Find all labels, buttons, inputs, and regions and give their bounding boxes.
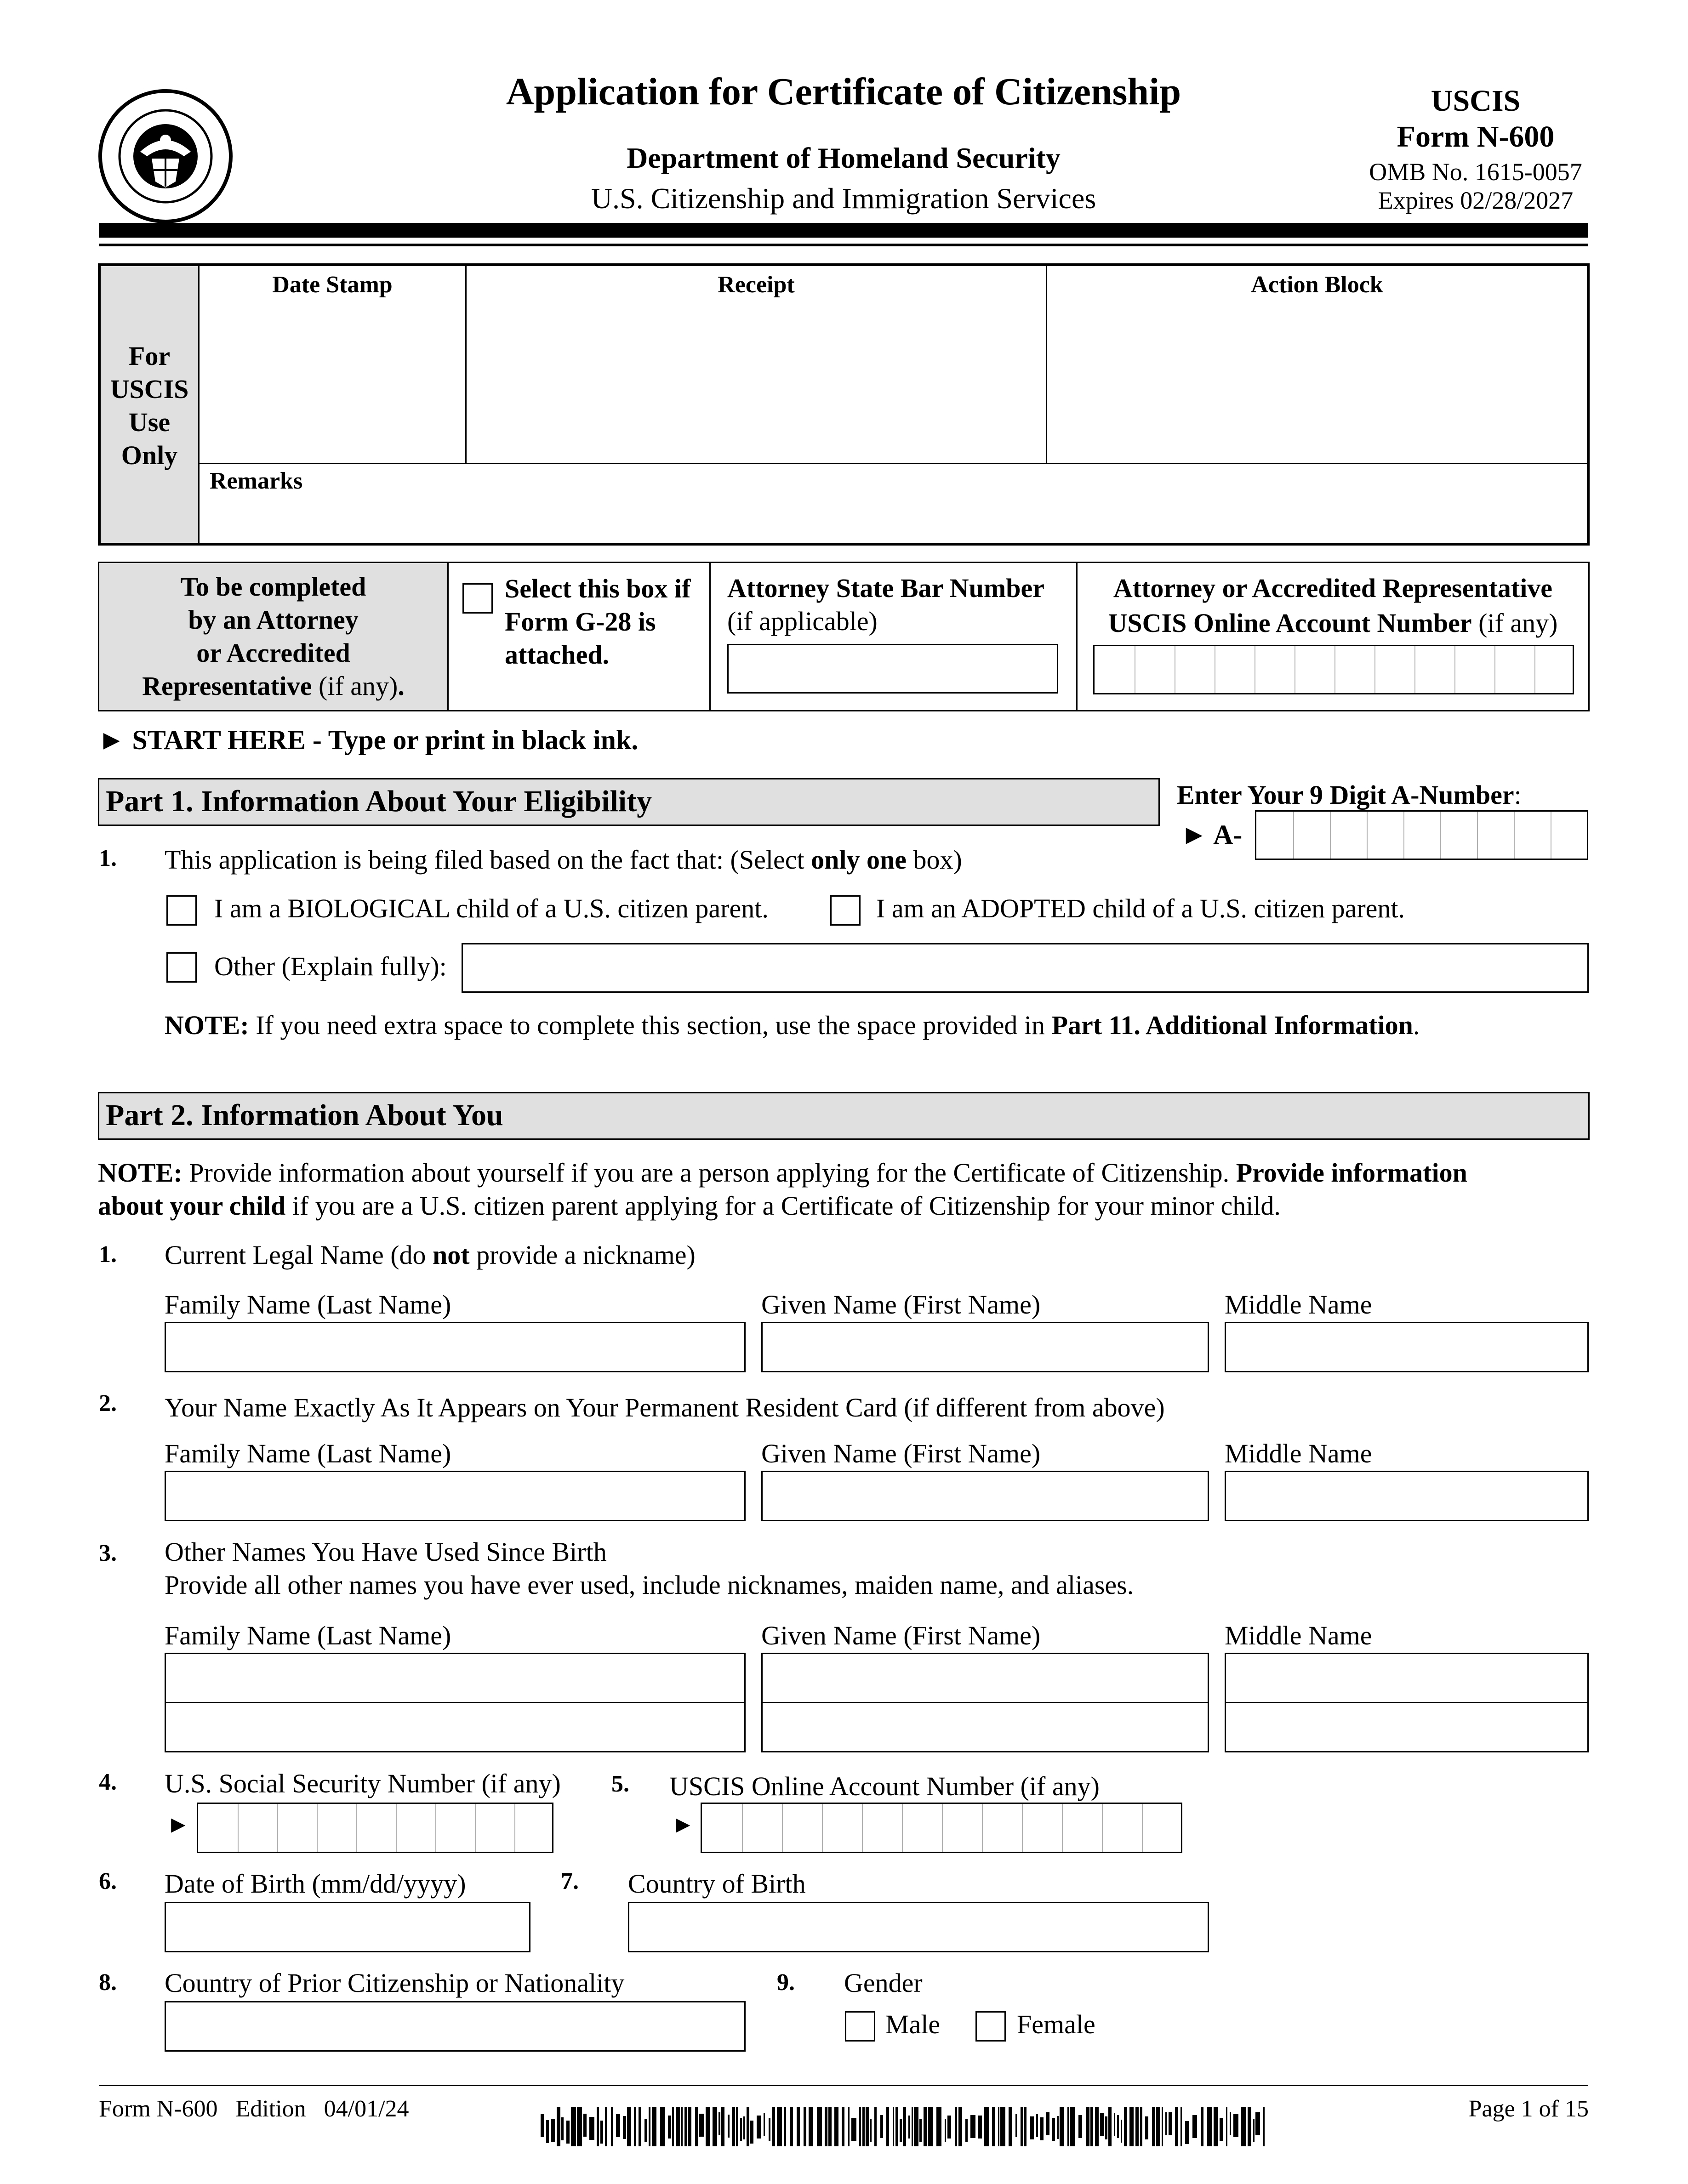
female-label: Female <box>1017 2009 1095 2039</box>
q3-given-label: Given Name (First Name) <box>761 1621 1041 1650</box>
g28-checkbox[interactable] <box>462 583 493 614</box>
q2-given-label: Given Name (First Name) <box>761 1439 1041 1468</box>
footer-barcode <box>541 2107 1267 2146</box>
account-arrow-icon: ► <box>671 1812 695 1838</box>
q3-family-input-2[interactable] <box>165 1702 746 1752</box>
q1-family-label: Family Name (Last Name) <box>165 1290 451 1320</box>
part2-q7-text: Country of Birth <box>628 1869 806 1899</box>
bar-number-cell: Attorney State Bar Number (if applicable) <box>711 563 1078 710</box>
barcode-icon <box>541 2107 1267 2146</box>
biological-checkbox[interactable] <box>166 895 197 926</box>
a-number-prefix: ► A- <box>1180 819 1243 850</box>
q3-given-input-1[interactable] <box>761 1653 1209 1703</box>
footer-rule <box>99 2085 1588 2086</box>
q3-middle-label: Middle Name <box>1225 1621 1372 1650</box>
expiration-date: Expires 02/28/2027 <box>1378 187 1574 214</box>
adopted-checkbox[interactable] <box>830 895 861 926</box>
date-stamp-cell: Date Stamp <box>200 266 467 463</box>
ssn-arrow-icon: ► <box>166 1812 190 1838</box>
part2-q6-text: Date of Birth (mm/dd/yyyy) <box>165 1869 466 1899</box>
part2-q9-number: 9. <box>777 1969 795 1996</box>
attorney-account-cell: Attorney or Accredited Representative USCIS Online Account Number (if any) <box>1078 563 1588 710</box>
uscis-account-input[interactable] <box>701 1803 1182 1853</box>
action-block-cell: Action Block <box>1251 272 1383 298</box>
start-here-instruction: ► START HERE - Type or print in black ink. <box>98 725 639 755</box>
q1-given-label: Given Name (First Name) <box>761 1290 1041 1320</box>
form-number: Form N-600 <box>1397 120 1555 154</box>
biological-label: I am a BIOLOGICAL child of a U.S. citizen parent. <box>214 893 769 923</box>
part1-q1-text: This application is being filed based on the fact that: (Select only one box) <box>165 845 962 875</box>
part2-q5-text: USCIS Online Account Number (if any) <box>669 1771 1100 1801</box>
q1-middle-input[interactable] <box>1225 1322 1589 1372</box>
q1-middle-label: Middle Name <box>1225 1290 1372 1320</box>
male-label: Male <box>885 2009 941 2039</box>
part2-q3-subtext: Provide all other names you have ever used, include nicknames, maiden name, and aliases. <box>165 1570 1134 1600</box>
footer-form-edition: Form N-600 Edition 04/01/24 <box>99 2096 409 2122</box>
q3-given-input-2[interactable] <box>761 1702 1209 1752</box>
attorney-account-input[interactable] <box>1093 645 1574 694</box>
part2-q8-text: Country of Prior Citizenship or Nationality <box>165 1968 625 1998</box>
header-rule-thin <box>99 244 1588 246</box>
agency-short: USCIS <box>1431 84 1521 118</box>
q2-given-input[interactable] <box>761 1471 1209 1521</box>
other-checkbox[interactable] <box>166 952 197 983</box>
dhs-seal <box>97 87 234 225</box>
department-name: Department of Homeland Security <box>627 142 1061 174</box>
part2-q4-text: U.S. Social Security Number (if any) <box>165 1769 561 1798</box>
omb-number: OMB No. 1615-0057 <box>1369 158 1582 186</box>
q2-middle-label: Middle Name <box>1225 1439 1372 1468</box>
bar-number-input[interactable] <box>727 644 1058 694</box>
q3-middle-input-2[interactable] <box>1225 1702 1589 1752</box>
part2-q5-number: 5. <box>611 1771 629 1797</box>
ssn-input[interactable] <box>197 1803 553 1853</box>
a-number-input[interactable] <box>1255 810 1588 860</box>
attorney-label-cell: To be completed by an Attorney or Accredited Representative (if any). <box>99 563 449 710</box>
part2-note: NOTE: Provide information about yourself if you are a person applying for the Certificate of Citizenship. Provide information about your child if you are a U.S. citizen parent applying for a Certificate of Citizenship for your minor child. <box>98 1158 1467 1221</box>
form-title: Application for Certificate of Citizenship <box>506 70 1181 113</box>
q2-family-label: Family Name (Last Name) <box>165 1439 451 1468</box>
country-of-birth-input[interactable] <box>628 1902 1209 1952</box>
header-rule-thick <box>99 223 1588 238</box>
part1-q1-number: 1. <box>99 845 117 871</box>
receipt-cell: Receipt <box>467 266 1047 463</box>
footer-page-number: Page 1 of 15 <box>1468 2096 1589 2122</box>
part2-q1-number: 1. <box>99 1241 117 1268</box>
q1-given-input[interactable] <box>761 1322 1209 1372</box>
g28-cell: Select this box if Form G-28 is attached. <box>449 563 711 710</box>
part2-q2-text: Your Name Exactly As It Appears on Your Permanent Resident Card (if different from above) <box>165 1393 1165 1422</box>
part2-q7-number: 7. <box>561 1868 579 1894</box>
adopted-label: I am an ADOPTED child of a U.S. citizen parent. <box>876 893 1405 923</box>
q1-family-input[interactable] <box>165 1322 746 1372</box>
part2-heading: Part 2. Information About You <box>98 1092 1590 1140</box>
part1-heading: Part 1. Information About Your Eligibility <box>98 778 1160 826</box>
q3-family-input-1[interactable] <box>165 1653 746 1703</box>
uscis-use-only-block <box>98 263 1590 546</box>
uscis-use-only-label: For USCIS Use Only <box>101 266 200 543</box>
attorney-block <box>98 562 1590 711</box>
male-checkbox[interactable] <box>845 2011 875 2042</box>
remarks-cell: Remarks <box>200 463 1587 544</box>
arrow-right-icon: ► <box>98 725 125 755</box>
part2-q4-number: 4. <box>99 1769 117 1795</box>
q3-middle-input-1[interactable] <box>1225 1653 1589 1703</box>
part1-note: NOTE: If you need extra space to complete this section, use the space provided in Part 11. Additional Information. <box>165 1010 1420 1040</box>
part2-q2-number: 2. <box>99 1390 117 1416</box>
dob-input[interactable] <box>165 1902 530 1952</box>
female-checkbox[interactable] <box>975 2011 1006 2042</box>
other-label: Other (Explain fully): <box>214 951 447 981</box>
agency-name: U.S. Citizenship and Immigration Services <box>591 182 1096 215</box>
a-number-label: Enter Your 9 Digit A-Number: <box>1177 780 1522 810</box>
part2-q1-text: Current Legal Name (do not provide a nickname) <box>165 1240 696 1270</box>
q2-family-input[interactable] <box>165 1471 746 1521</box>
part2-q8-number: 8. <box>99 1969 117 1996</box>
q3-family-label: Family Name (Last Name) <box>165 1621 451 1650</box>
part2-q3-text: Other Names You Have Used Since Birth <box>165 1537 607 1567</box>
seal-icon <box>97 87 234 225</box>
prior-citizenship-input[interactable] <box>165 2001 746 2052</box>
q2-middle-input[interactable] <box>1225 1471 1589 1521</box>
part2-q9-text: Gender <box>844 1968 923 1998</box>
part2-q6-number: 6. <box>99 1868 117 1894</box>
part2-q3-number: 3. <box>99 1540 117 1566</box>
other-explain-input[interactable] <box>462 943 1589 993</box>
